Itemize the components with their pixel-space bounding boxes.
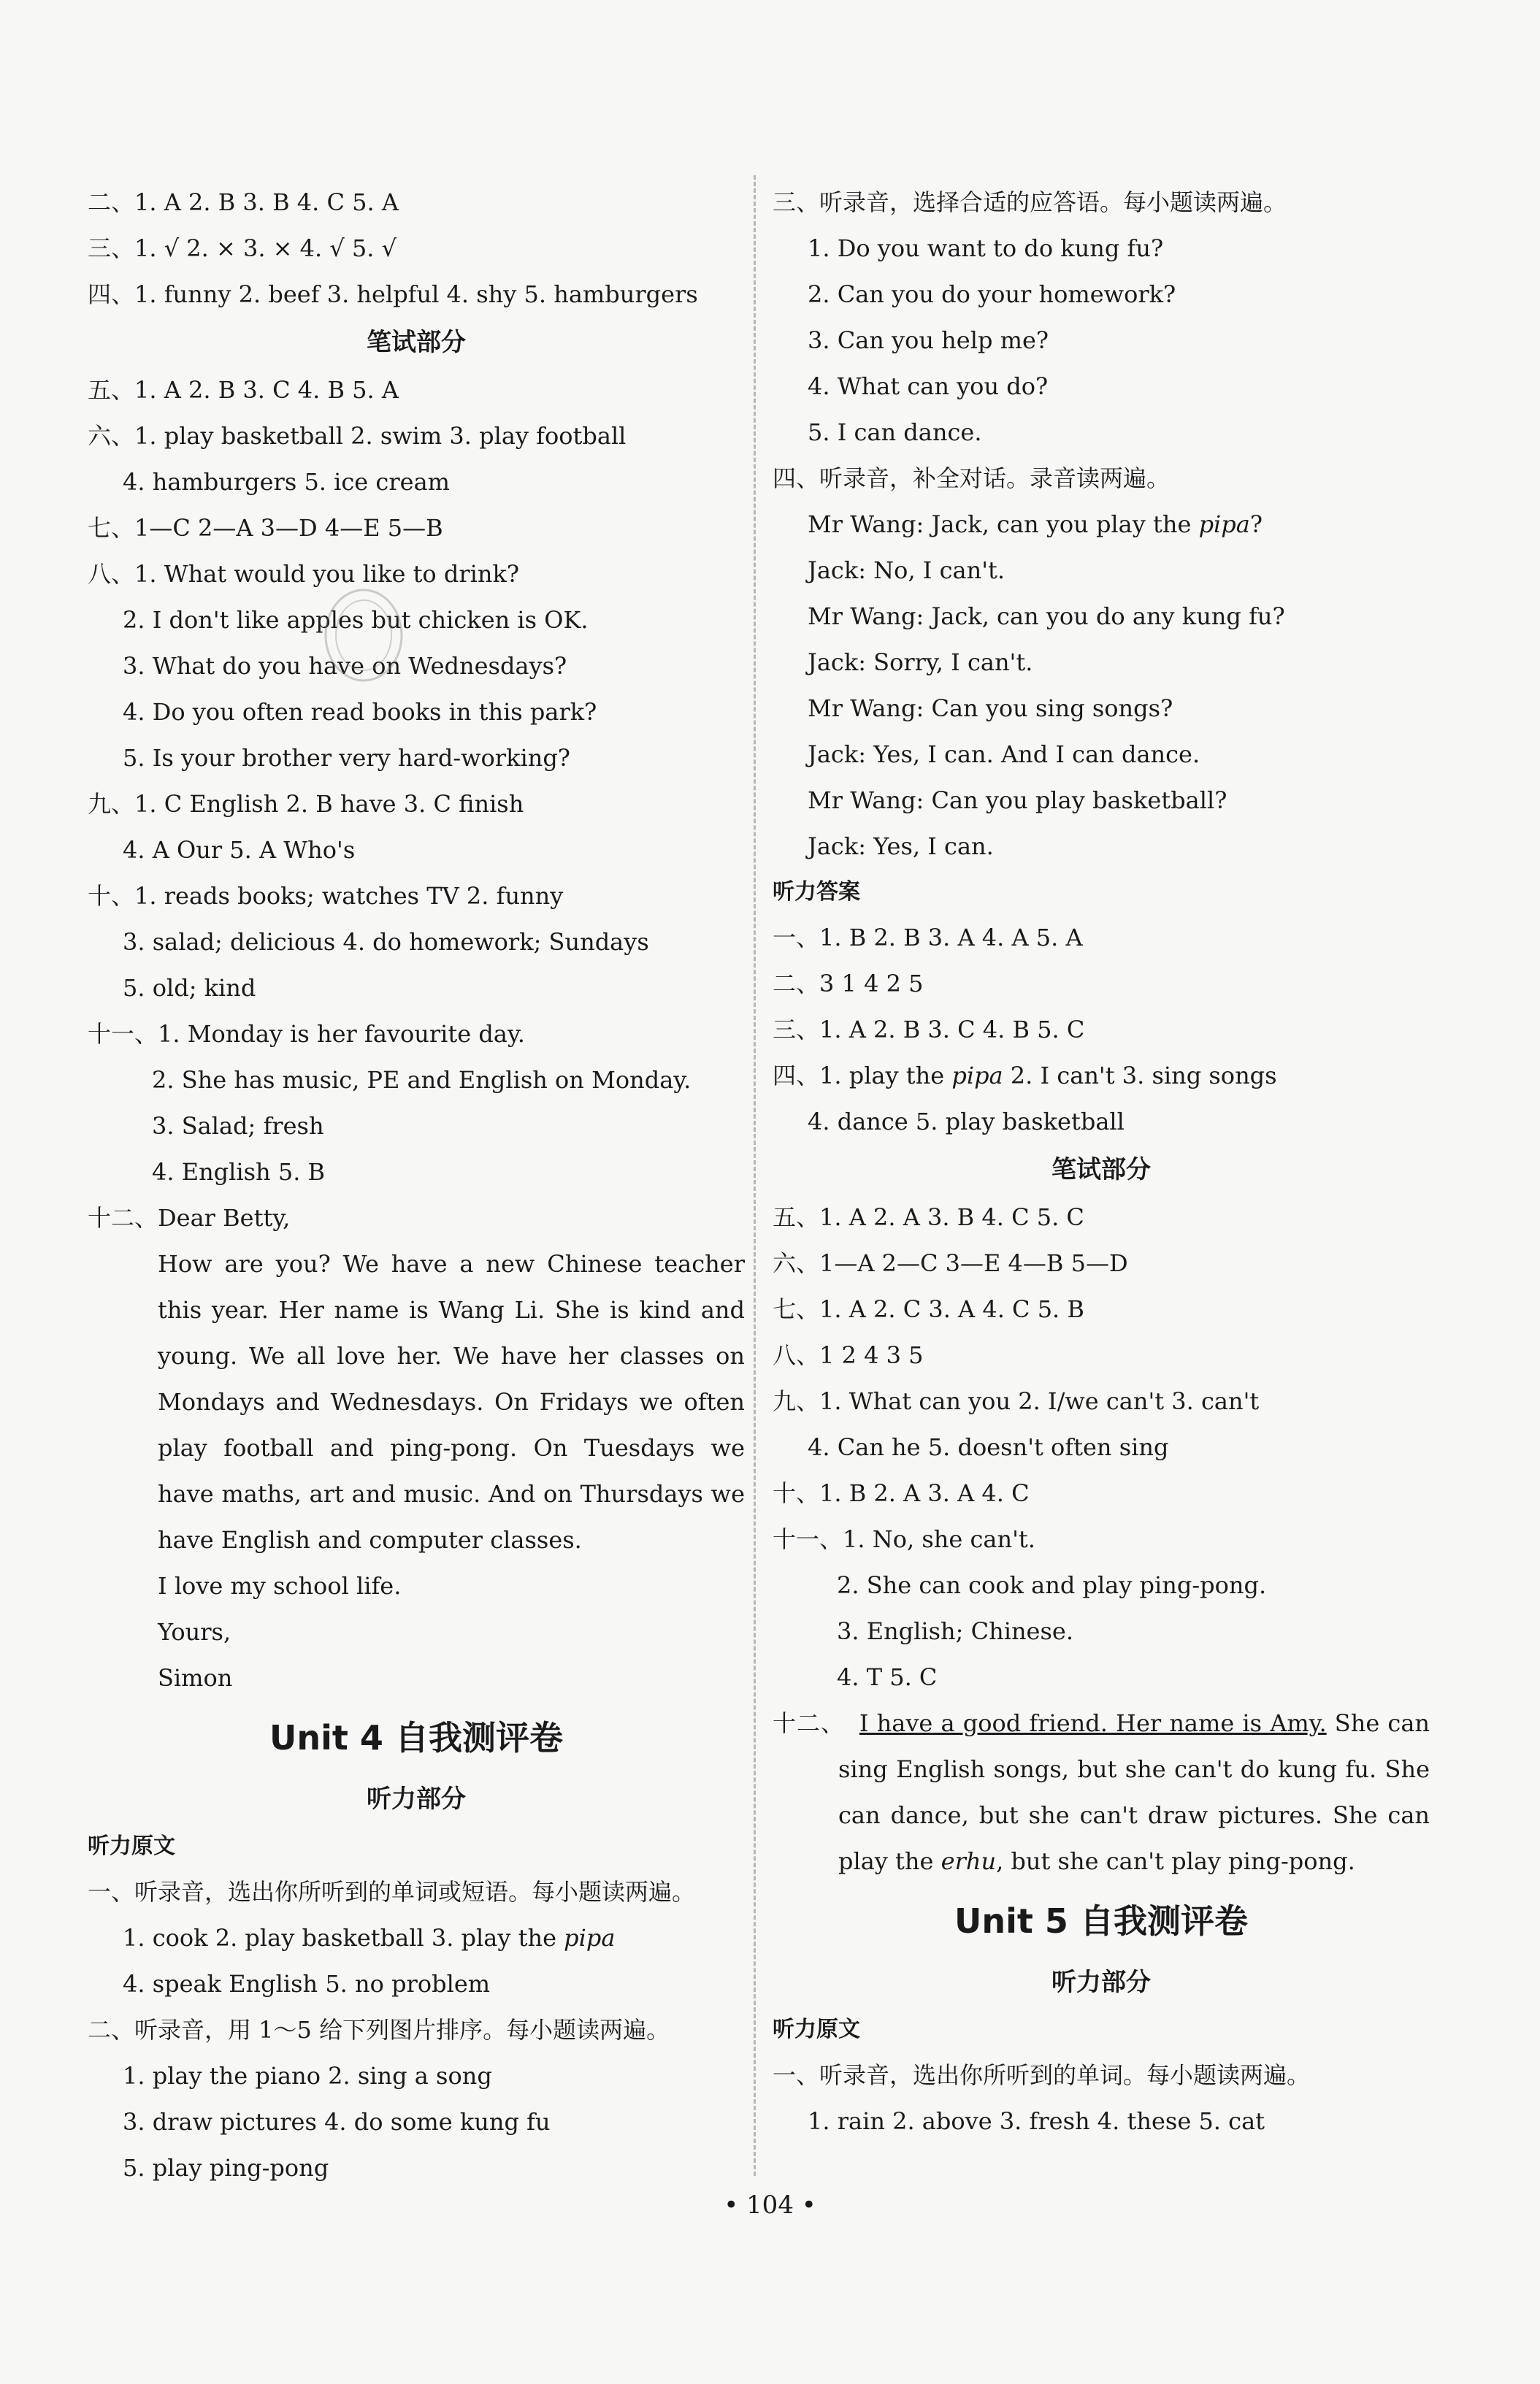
answer-line: 4. T 5. C	[837, 1663, 938, 1691]
answer-line: 五、1. A 2. B 3. C 4. B 5. A	[88, 376, 399, 404]
dialog-line: Mr Wang: Can you play basketball?	[808, 786, 1227, 814]
question-line: 四、听录音，补全对话。录音读两遍。	[773, 464, 1171, 492]
page-number: • 104 •	[724, 2191, 816, 2220]
answer-line: 4. dance 5. play basketball	[808, 1108, 1125, 1135]
dialog-line: Jack: Yes, I can. And I can dance.	[808, 740, 1200, 768]
question-line: 三、听录音，选择合适的应答语。每小题读两遍。	[773, 188, 1287, 216]
answer-line: 2. She has music, PE and English on Monday.	[152, 1066, 692, 1094]
section-heading: 听力部分	[1051, 1968, 1151, 1997]
subsection-heading: 听力原文	[773, 2017, 860, 2042]
subsection-heading: 听力答案	[773, 879, 860, 905]
question-line: 一、听录音，选出你所听到的单词或短语。每小题读两遍。	[88, 1878, 696, 1906]
answer-line: 十一、1. Monday is her favourite day.	[88, 1020, 525, 1048]
writing-answer: 十二、 I have a good friend. Her name is Amy. She can sing English songs, but she can't do kung fu. She can dance, but she can't draw pictures. She can play the erhu, but she can't play ping-pong.	[773, 1709, 1430, 1875]
answer-line: 七、1—C 2—A 3—D 4—E 5—B	[88, 514, 443, 542]
answer-line: 5. Is your brother very hard-working?	[123, 744, 570, 772]
unit-title: Unit 5 自我测评卷	[954, 1901, 1248, 1941]
answer-line: 十二、Dear Betty,	[88, 1204, 291, 1232]
dialog-line: Mr Wang: Jack, can you play the pipa?	[808, 510, 1263, 538]
section-heading: 听力部分	[367, 1785, 466, 1814]
answer-line: 5. old; kind	[123, 974, 256, 1002]
answer-line: 十一、1. No, she can't.	[773, 1525, 1035, 1553]
answer-line: 五、1. A 2. A 3. B 4. C 5. C	[773, 1203, 1084, 1231]
answer-line: 三、1. √ 2. × 3. × 4. √ 5. √	[88, 234, 397, 262]
question-line: 4. speak English 5. no problem	[123, 1970, 491, 1998]
dialog-line: Jack: Sorry, I can't.	[808, 648, 1033, 676]
question-line: 3. Can you help me?	[808, 326, 1049, 354]
answer-line: 四、1. play the pipa 2. I can't 3. sing songs	[773, 1062, 1277, 1089]
subsection-heading: 听力原文	[88, 1833, 175, 1859]
answer-line: 六、1. play basketball 2. swim 3. play football	[88, 422, 627, 450]
answer-line: 六、1—A 2—C 3—E 4—B 5—D	[773, 1249, 1128, 1277]
dialog-line: Mr Wang: Jack, can you do any kung fu?	[808, 602, 1285, 630]
question-line: 5. I can dance.	[808, 418, 982, 446]
question-line: 4. What can you do?	[808, 372, 1049, 400]
question-line: 5. play ping-pong	[123, 2154, 329, 2182]
dialog-line: Mr Wang: Can you sing songs?	[808, 694, 1173, 722]
answer-line: 3. English; Chinese.	[837, 1617, 1074, 1645]
left-column	[88, 180, 745, 2191]
section-heading: 笔试部分	[1051, 1155, 1151, 1184]
answer-line: 九、1. What can you 2. I/we can't 3. can't	[773, 1387, 1260, 1415]
answer-line: 一、1. B 2. B 3. A 4. A 5. A	[773, 924, 1083, 951]
answer-line: 二、3 1 4 2 5	[773, 970, 924, 997]
answer-line: 八、1 2 4 3 5	[773, 1341, 924, 1369]
letter-line: Yours,	[158, 1618, 231, 1646]
answer-line: 四、1. funny 2. beef 3. helpful 4. shy 5. hamburgers	[88, 280, 698, 308]
answer-line: 十、1. reads books; watches TV 2. funny	[88, 882, 564, 910]
answer-line: 3. What do you have on Wednesdays?	[123, 652, 567, 680]
answer-line: 二、1. A 2. B 3. B 4. C 5. A	[88, 188, 399, 216]
answer-line: 2. I don't like apples but chicken is OK.	[123, 606, 589, 634]
letter-line: Simon	[158, 1664, 233, 1692]
section-heading: 笔试部分	[367, 328, 466, 357]
answer-line: 九、1. C English 2. B have 3. C finish	[88, 790, 524, 818]
dialog-line: Jack: Yes, I can.	[808, 832, 994, 860]
answer-line: 十、1. B 2. A 3. A 4. C	[773, 1479, 1030, 1507]
question-line: 一、听录音，选出你所听到的单词。每小题读两遍。	[773, 2061, 1311, 2089]
right-column	[773, 180, 1430, 2145]
answer-line: 八、1. What would you like to drink?	[88, 560, 520, 588]
answer-line: 三、1. A 2. B 3. C 4. B 5. C	[773, 1016, 1085, 1043]
letter-paragraph: How are you? We have a new Chinese teacher this year. Her name is Wang Li. She is kind and young. We all love her. We have her classes on Mondays and Wednesdays. On Fridays we often play football and ping-pong. On Tuesdays we have maths, art and music. And on Thursdays we have English and computer classes.	[158, 1250, 745, 1554]
answer-line: 4. Can he 5. doesn't often sing	[808, 1433, 1169, 1461]
letter-line: I love my school life.	[158, 1572, 402, 1600]
unit-title: Unit 4 自我测评卷	[269, 1718, 563, 1758]
question-line: 2. Can you do your homework?	[808, 280, 1176, 308]
answer-line: 4. hamburgers 5. ice cream	[123, 468, 450, 496]
answer-line: 3. Salad; fresh	[152, 1112, 324, 1140]
question-line: 3. draw pictures 4. do some kung fu	[123, 2108, 551, 2136]
answer-line: 七、1. A 2. C 3. A 4. C 5. B	[773, 1295, 1084, 1323]
column-divider	[754, 175, 756, 2176]
dialog-line: Jack: No, I can't.	[808, 556, 1005, 584]
answer-line: 3. salad; delicious 4. do homework; Sundays	[123, 928, 649, 956]
watermark-stamp	[320, 584, 407, 686]
answer-line: 4. Do you often read books in this park?	[123, 698, 597, 726]
answer-line: 4. A Our 5. A Who's	[123, 836, 356, 864]
question-line: 1. rain 2. above 3. fresh 4. these 5. cat	[808, 2107, 1265, 2135]
answer-line: 2. She can cook and play ping-pong.	[837, 1571, 1267, 1599]
question-line: 1. play the piano 2. sing a song	[123, 2062, 492, 2090]
question-line: 1. cook 2. play basketball 3. play the pipa	[123, 1924, 616, 1952]
question-line: 1. Do you want to do kung fu?	[808, 234, 1164, 262]
question-line: 二、听录音，用 1～5 给下列图片排序。每小题读两遍。	[88, 2016, 670, 2044]
answer-line: 4. English 5. B	[152, 1158, 326, 1186]
